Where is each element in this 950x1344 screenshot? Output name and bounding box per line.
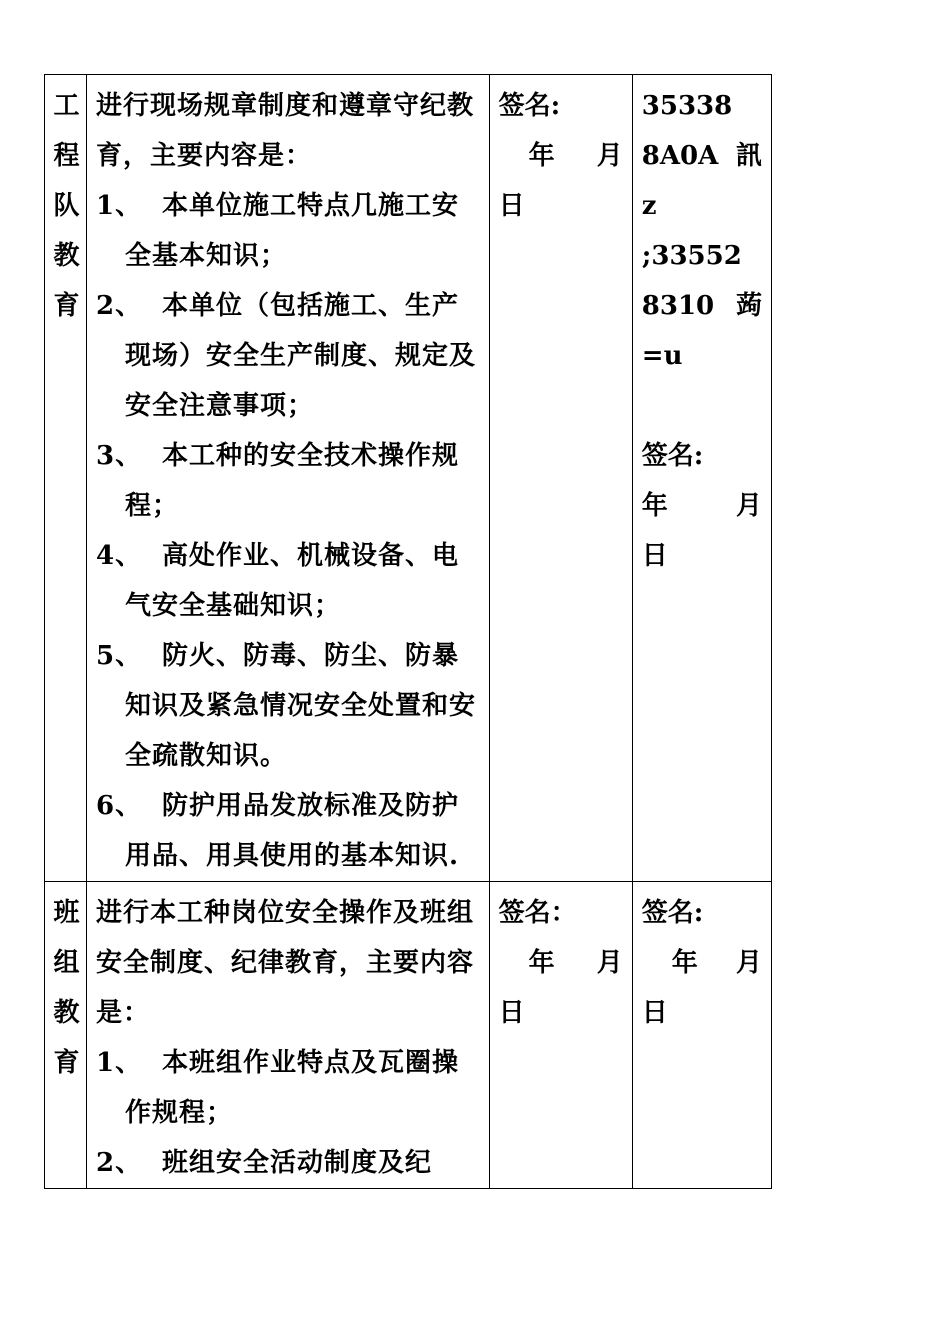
year-label: 年: [641, 491, 668, 521]
list-item-text: 班组安全活动制度及纪: [162, 1148, 433, 1178]
code-text: =u: [641, 341, 683, 371]
signature-label: 签名:: [641, 898, 704, 928]
day-label: 日: [641, 541, 668, 571]
list-item: [96, 631, 480, 781]
code-text: 訊: [735, 141, 762, 171]
month-label: 月: [735, 948, 762, 978]
month-label: 月: [735, 491, 762, 521]
signature-label: 签名:: [498, 91, 561, 121]
list-item: [96, 281, 480, 431]
category-cell: [45, 75, 87, 882]
month-label: 月: [596, 948, 623, 978]
category-char: 程: [53, 141, 80, 171]
day-label: 日: [498, 191, 525, 221]
list-item-number: 6、: [96, 791, 143, 821]
signature-cell-1: [489, 882, 632, 1189]
signature-cell-2: [632, 882, 771, 1189]
signature-label: 签名:: [641, 441, 704, 471]
list-item-text: 防护用品发放标准及防护用品、用具使用的基本知识.: [125, 791, 460, 871]
list-item-text: 本单位（包括施工、生产现场）安全生产制度、规定及安全注意事项；: [125, 291, 477, 421]
category-char: 组: [53, 948, 80, 978]
table-row-team-education: [45, 75, 772, 882]
category-char: 教: [53, 998, 80, 1028]
list-item: [96, 1138, 480, 1188]
code-text: ;33552: [641, 241, 742, 271]
date-line: [499, 131, 623, 181]
content-intro: 进行本工种岗位安全操作及班组安全制度、纪律教育，主要内容是：: [96, 898, 475, 1028]
category-cell: [45, 882, 87, 1189]
category-char: 队: [53, 191, 80, 221]
category-char: 工: [53, 91, 80, 121]
table-row-group-education: [45, 882, 772, 1189]
date-line: [642, 938, 762, 988]
content-cell: [87, 882, 490, 1189]
date-line: [642, 481, 762, 531]
list-item: [96, 431, 480, 531]
blank-line: [642, 381, 762, 431]
date-line: [499, 938, 623, 988]
category-char: 育: [53, 1048, 80, 1078]
year-label: 年: [528, 141, 555, 171]
signature-cell-2: [632, 75, 771, 882]
code-text: 蒟: [735, 291, 762, 321]
education-record-table: [44, 74, 772, 1189]
content-intro: 进行现场规章制度和遵章守纪教育，主要内容是：: [96, 91, 475, 171]
list-item-number: 2、: [96, 1148, 143, 1178]
list-item-text: 本班组作业特点及瓦圈操作规程；: [125, 1048, 460, 1128]
list-item-text: 本单位施工特点几施工安全基本知识；: [125, 191, 460, 271]
code-text: z: [641, 191, 657, 221]
code-text: 8A0A: [641, 141, 719, 171]
list-item-number: 3、: [96, 441, 143, 471]
code-text: 8310: [641, 291, 715, 321]
content-cell: [87, 75, 490, 882]
code-line: [642, 131, 762, 181]
day-label: 日: [498, 998, 525, 1028]
signature-label: 签名：: [498, 898, 577, 928]
category-char: 班: [53, 898, 80, 928]
list-item-number: 1、: [96, 1048, 143, 1078]
list-item-text: 高处作业、机械设备、电气安全基础知识；: [125, 541, 460, 621]
month-label: 月: [596, 141, 623, 171]
list-item: [96, 181, 480, 281]
code-text: 35338: [641, 91, 733, 121]
list-item-number: 2、: [96, 291, 143, 321]
list-item-number: 4、: [96, 541, 143, 571]
list-item: [96, 1038, 480, 1138]
list-item: [96, 781, 480, 881]
list-item-number: 1、: [96, 191, 143, 221]
list-item-text: 本工种的安全技术操作规程；: [125, 441, 460, 521]
list-item-text: 防火、防毒、防尘、防暴知识及紧急情况安全处置和安全疏散知识。: [125, 641, 477, 771]
category-char: 教: [53, 241, 80, 271]
list-item: [96, 531, 480, 631]
code-line: [642, 281, 762, 331]
day-label: 日: [641, 998, 668, 1028]
list-item-number: 5、: [96, 641, 143, 671]
category-char: 育: [53, 291, 80, 321]
year-label: 年: [528, 948, 555, 978]
signature-cell-1: [489, 75, 632, 882]
year-label: 年: [671, 948, 698, 978]
